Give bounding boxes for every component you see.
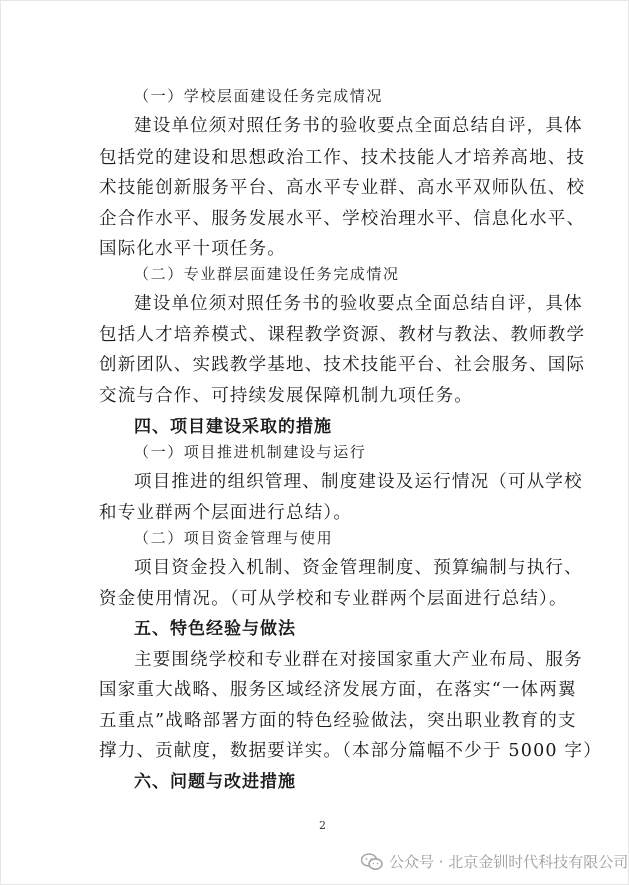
section-title-group-level: （二）专业群层面建设任务完成情况 [134, 265, 400, 283]
paragraph-line: 包括党的建设和思想政治工作、技术技能人才培养高地、技 [99, 148, 586, 168]
paragraph-line: 建设单位须对照任务书的验收要点全面总结自评，具体 [134, 116, 583, 136]
heading-problems: 六、问题与改进措施 [134, 772, 296, 792]
heading-features: 五、特色经验与做法 [134, 619, 296, 639]
heading-measures: 四、项目建设采取的措施 [134, 417, 332, 437]
section-title-funding: （二）项目资金管理与使用 [134, 529, 334, 547]
section-title-mechanism: （一）项目推进机制建设与运行 [134, 443, 367, 461]
paragraph-line: 主要围绕学校和专业群在对接国家重大产业布局、服务 [134, 650, 583, 670]
paragraph-line: 五重点”战略部署方面的特色经验做法，突出职业教育的支 [99, 711, 577, 731]
paragraph-line: 国际化水平十项任务。 [99, 239, 286, 259]
paragraph-line: 国家重大战略、服务区域经济发展方面，在落实“一体两翼 [99, 680, 577, 700]
paragraph-line: 项目推进的组织管理、制度建设及运行情况（可从学校 [134, 472, 583, 492]
paragraph-line: 包括人才培养模式、课程教学资源、教材与教法、教师教学 [99, 325, 586, 345]
watermark-text: 公众号 · 北京金钏时代科技有限公司 [389, 853, 629, 871]
paragraph-line: 创新团队、实践教学基地、技术技能平台、社会服务、国际 [99, 355, 586, 375]
paragraph-line: 项目资金投入机制、资金管理制度、预算编制与执行、 [134, 558, 583, 578]
paragraph-line: 交流与合作、可持续发展保障机制九项任务。 [99, 386, 473, 406]
paragraph-line: 建设单位须对照任务书的验收要点全面总结自评，具体 [134, 294, 583, 314]
paragraph-line: 术技能创新服务平台、高水平专业群、高水平双师队伍、校 [99, 178, 586, 198]
wechat-icon [361, 853, 383, 871]
watermark [361, 851, 628, 872]
page-number: 2 [319, 819, 326, 832]
paragraph-line: 资金使用情况。（可从学校和专业群两个层面进行总结）。 [99, 589, 568, 609]
paragraph-line: 和专业群两个层面进行总结）。 [99, 503, 353, 523]
section-title-school-level: （一）学校层面建设任务完成情况 [134, 87, 384, 105]
paragraph-line: 撑力、贡献度，数据要详实。（本部分篇幅不少于 5000 字） [99, 741, 602, 761]
paragraph-line: 企合作水平、服务发展水平、学校治理水平、信息化水平、 [99, 209, 586, 229]
